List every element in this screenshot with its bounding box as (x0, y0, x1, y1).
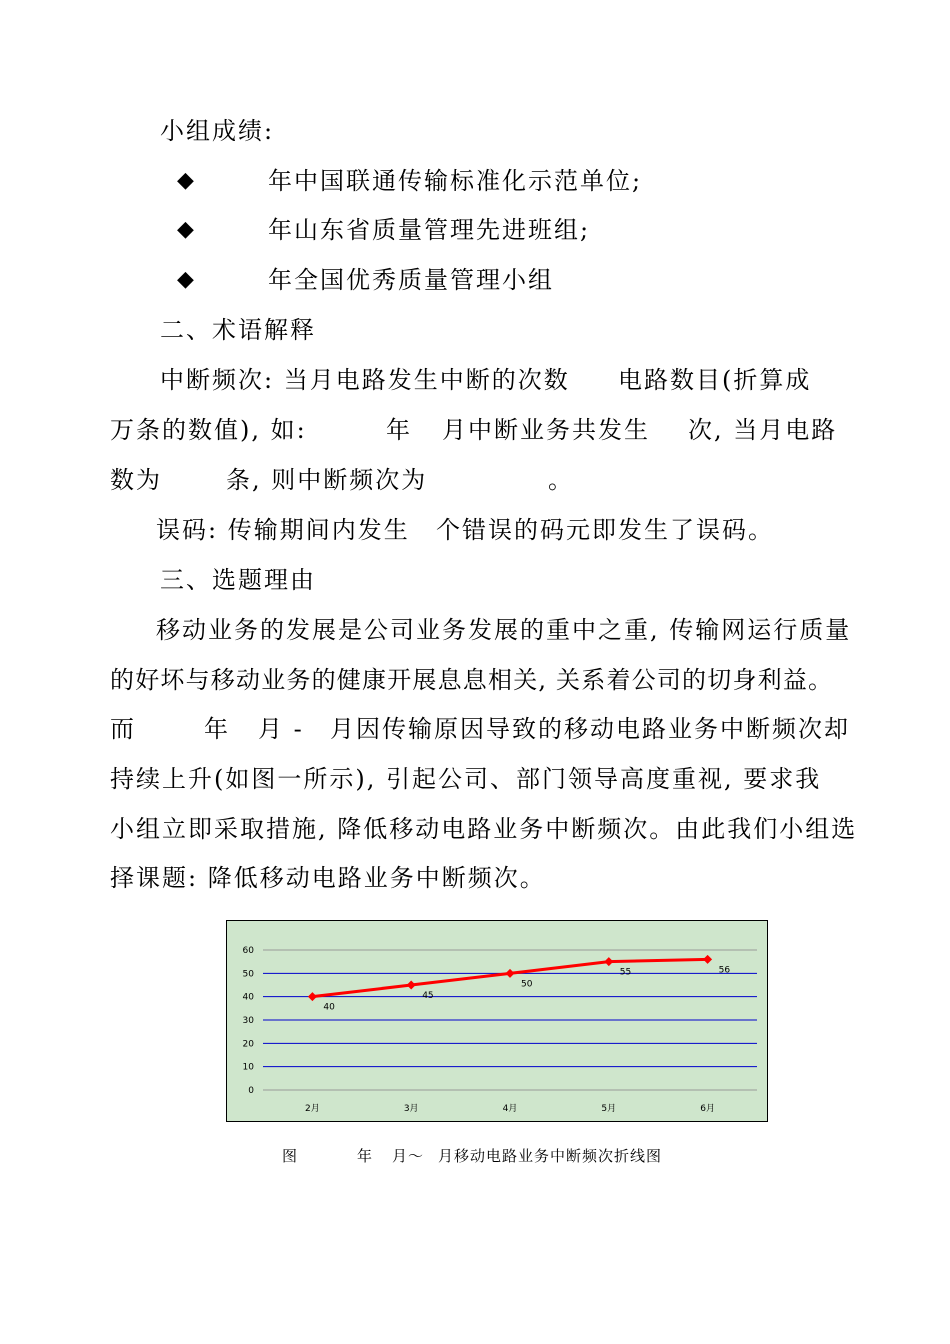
reason-paragraph-line: 择课题: 降低移动电路业务中断频次。 (110, 864, 546, 892)
x-tick-label: 6月 (700, 1104, 715, 1114)
y-tick-label: 20 (242, 1039, 254, 1050)
reason-paragraph-line: 月因传输原因导致的移动电路业务中断频次却 (330, 715, 850, 743)
figure-caption-range: 月～ (392, 1147, 425, 1165)
y-tick-label: 10 (242, 1062, 254, 1073)
x-tick-label: 2月 (305, 1104, 320, 1114)
data-point (407, 981, 416, 990)
interrupt-frequency-chart (226, 920, 768, 1122)
x-tick-label: 5月 (601, 1104, 617, 1114)
figure-caption-label: 图 (282, 1147, 299, 1165)
award-item: 年全国优秀质量管理小组 (268, 266, 554, 294)
y-tick-label: 60 (242, 946, 254, 956)
terms-heading: 二、术语解释 (160, 316, 316, 344)
figure-caption-text: 月移动电路业务中断频次折线图 (438, 1147, 663, 1165)
error-def-text: 误码: 传输期间内发生 (156, 516, 410, 544)
interrupt-def-text: 年 (386, 416, 412, 444)
chart-canvas (227, 921, 767, 1121)
reason-paragraph-line: 的好坏与移动业务的健康开展息息相关, 关系着公司的切身利益。 (110, 666, 834, 694)
awards-heading: 小组成绩: (160, 117, 275, 145)
award-item: 年山东省质量管理先进班组; (268, 216, 591, 244)
series-line (312, 959, 707, 996)
data-point (703, 955, 712, 964)
interrupt-def-text: 中断频次: 当月电路发生中断的次数 (160, 366, 570, 394)
y-tick-label: 0 (248, 1086, 254, 1096)
data-label: 55 (619, 967, 632, 978)
interrupt-def-text: 数为 (110, 466, 162, 494)
reason-paragraph-line: 而 (110, 715, 136, 743)
reason-paragraph-line: 年 (204, 715, 230, 743)
interrupt-def-text: 月中断业务共发生 (442, 416, 650, 444)
interrupt-def-text: 电路数目(折算成 (618, 366, 812, 394)
data-label: 50 (521, 979, 533, 990)
y-tick-label: 40 (242, 992, 254, 1003)
y-tick-label: 50 (242, 969, 254, 980)
diamond-bullet-icon: ◆ (177, 168, 194, 193)
reason-paragraph-line: 月 - (258, 715, 304, 743)
diamond-bullet-icon: ◆ (177, 267, 194, 292)
reason-heading: 三、选题理由 (160, 566, 316, 594)
figure-caption-year: 年 (357, 1147, 374, 1165)
reason-paragraph-line: 移动业务的发展是公司业务发展的重中之重, 传输网运行质量 (156, 616, 852, 644)
diamond-bullet-icon: ◆ (177, 217, 194, 242)
interrupt-def-text: 次, 当月电路 (688, 416, 838, 444)
x-tick-label: 4月 (502, 1104, 518, 1114)
interrupt-def-text: 万条的数值), 如: (110, 416, 307, 444)
data-label: 56 (718, 965, 731, 976)
data-label: 45 (422, 991, 434, 1001)
y-tick-label: 30 (242, 1016, 254, 1026)
data-label: 40 (323, 1002, 335, 1013)
data-point (506, 969, 515, 978)
reason-paragraph-line: 持续上升(如图一所示), 引起公司、部门领导高度重视, 要求我 (110, 765, 822, 793)
interrupt-def-text: 条, 则中断频次为 (226, 466, 428, 494)
error-def-text: 个错误的码元即发生了误码。 (436, 516, 774, 544)
reason-paragraph-line: 小组立即采取措施, 降低移动电路业务中断频次。由此我们小组选 (110, 815, 858, 843)
x-tick-label: 3月 (403, 1104, 419, 1114)
data-point (308, 992, 317, 1001)
award-item: 年中国联通传输标准化示范单位; (268, 167, 643, 195)
data-point (604, 957, 613, 966)
interrupt-def-text: 。 (548, 466, 574, 494)
